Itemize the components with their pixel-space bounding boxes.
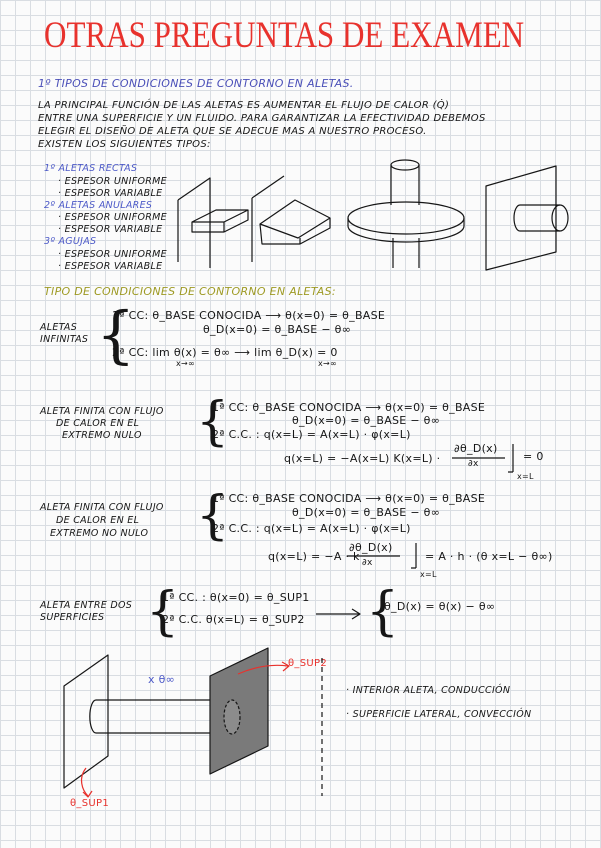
case1-limit-sub-1: x→∞ [176, 359, 196, 368]
case3-label-3: EXTREMO NO NULO [50, 528, 149, 539]
case3-brace: { [196, 486, 230, 546]
diagram-theta-inf: x θ∞ [148, 673, 176, 686]
case3-eval-sub: x=L [420, 570, 437, 579]
section-heading-types: 1º TIPOS DE CONDICIONES DE CONTORNO EN ALETAS. [38, 77, 354, 90]
intro-line-1: LA PRINCIPAL FUNCIÓN DE LAS ALETAS ES AUMENTAR EL FLUJO DE CALOR (Q̇) [38, 100, 450, 111]
case3-eq-4: q(x=L) = −A · k [268, 550, 360, 563]
case2-derivative-den: ∂x [468, 459, 479, 469]
case1-limit-sub-2: x→∞ [318, 359, 338, 368]
case3-eq-rhs: = A · h · (θ x=L − θ∞) [425, 550, 553, 563]
case4-label-2: SUPERFICIES [40, 612, 105, 623]
case4-eq-2: 2ª C.C. θ(x=L) = θ_SUP2 [162, 613, 305, 626]
case2-eq-4: q(x=L) = −A(x=L) K(x=L) · [284, 452, 441, 465]
case4-label-1: ALETA ENTRE DOS [40, 600, 133, 611]
case4-eq-1: 1ª CC. : θ(x=0) = θ_SUP1 [162, 591, 310, 604]
diagram-theta-sup1: θ_SUP1 [70, 798, 109, 809]
page-title: OTRAS PREGUNTAS DE EXAMEN [44, 15, 525, 56]
case3-eq-3: 2ª C.C. : q(x=L) = A(x=L) · φ(x=L) [212, 522, 411, 535]
case3-label-2: DE CALOR EN EL [56, 515, 140, 526]
straight-fin-sketch [178, 178, 248, 268]
case1-eq-2: θ_D(x=0) = θ_BASE − θ∞ [203, 323, 352, 336]
pin-fin-sketch [486, 166, 568, 270]
type-pin-item-2: · ESPESOR VARIABLE [58, 261, 163, 272]
case2-eq-1: 1ª CC: θ_BASE CONOCIDA ⟶ θ(x=0) = θ_BASE [212, 401, 486, 414]
case2-eq-2: θ_D(x=0) = θ_BASE − θ∞ [292, 414, 441, 427]
case2-eq-3: 2ª C.C. : q(x=L) = A(x=L) · φ(x=L) [212, 428, 411, 441]
case4-eq-3: θ_D(x) = θ(x) − θ∞ [384, 600, 496, 613]
case3-eq-1: 1ª CC: θ_BASE CONOCIDA ⟶ θ(x=0) = θ_BASE [212, 492, 486, 505]
case3-eval-bar [411, 543, 416, 568]
variable-fin-sketch [252, 176, 330, 262]
case3-label-1: ALETA FINITA CON FLUJO [40, 502, 164, 513]
type-pin-fins: 3º AGUJAS [44, 236, 97, 247]
case4-brace: { [146, 582, 180, 642]
case3-derivative-den: ∂x [362, 558, 373, 568]
section-heading-conditions: TIPO DE CONDICIONES DE CONTORNO EN ALETAS: [44, 285, 336, 298]
type-annular-item-1: · ESPESOR UNIFORME [58, 212, 167, 223]
case2-derivative-num: ∂θ_D(x) [454, 442, 498, 455]
case4-result-brace: { [366, 582, 400, 642]
fin-between-surfaces-diagram [64, 648, 289, 797]
type-annular-fins: 2º ALETAS ANULARES [44, 200, 153, 211]
case2-eq-zero: = 0 [523, 450, 544, 463]
case4-arrow [316, 609, 360, 619]
type-straight-fins: 1º ALETAS RECTAS [44, 163, 138, 174]
case1-eq-3: 2ª CC: lim θ(x) = θ∞ ⟶ lim θ_D(x) = 0 [112, 346, 338, 359]
case2-label-2: DE CALOR EN EL [56, 418, 140, 429]
case1-eq-1: 1ª CC: θ_BASE CONOCIDA ⟶ θ(x=0) = θ_BASE [112, 309, 386, 322]
case2-eval-bar [508, 444, 513, 472]
note-surface-convection: · SUPERFICIE LATERAL, CONVECCIÓN [346, 709, 532, 720]
type-pin-item-1: · ESPESOR UNIFORME [58, 249, 167, 260]
diagram-theta-sup2: θ_SUP2 [288, 658, 327, 669]
case2-brace: { [196, 392, 230, 452]
case2-label-3: EXTREMO NULO [62, 430, 142, 441]
annular-fin-sketch [348, 160, 464, 268]
case1-label-1: ALETAS [40, 322, 78, 333]
case1-label-2: INFINITAS [40, 334, 89, 345]
case2-eval-sub: x=L [517, 472, 534, 481]
type-straight-item-1: · ESPESOR UNIFORME [58, 176, 167, 187]
case1-brace: { [96, 298, 136, 371]
case3-derivative-num: ∂θ_D(x) [349, 541, 393, 554]
note-interior-conduction: · INTERIOR ALETA, CONDUCCIÓN [346, 685, 511, 696]
case2-label-1: ALETA FINITA CON FLUJO [40, 406, 164, 417]
type-straight-item-2: · ESPESOR VARIABLE [58, 188, 163, 199]
case3-eq-2: θ_D(x=0) = θ_BASE − θ∞ [292, 506, 441, 519]
intro-line-3: ELEGIR EL DISEÑO DE ALETA QUE SE ADECUE MAS A NUESTRO PROCESO. [38, 126, 427, 137]
intro-line-2: ENTRE UNA SUPERFICIE Y UN FLUIDO. PARA GARANTIZAR LA EFECTIVIDAD DEBEMOS [38, 113, 486, 124]
type-annular-item-2: · ESPESOR VARIABLE [58, 224, 163, 235]
intro-line-4: EXISTEN LOS SIGUIENTES TIPOS: [38, 139, 211, 150]
